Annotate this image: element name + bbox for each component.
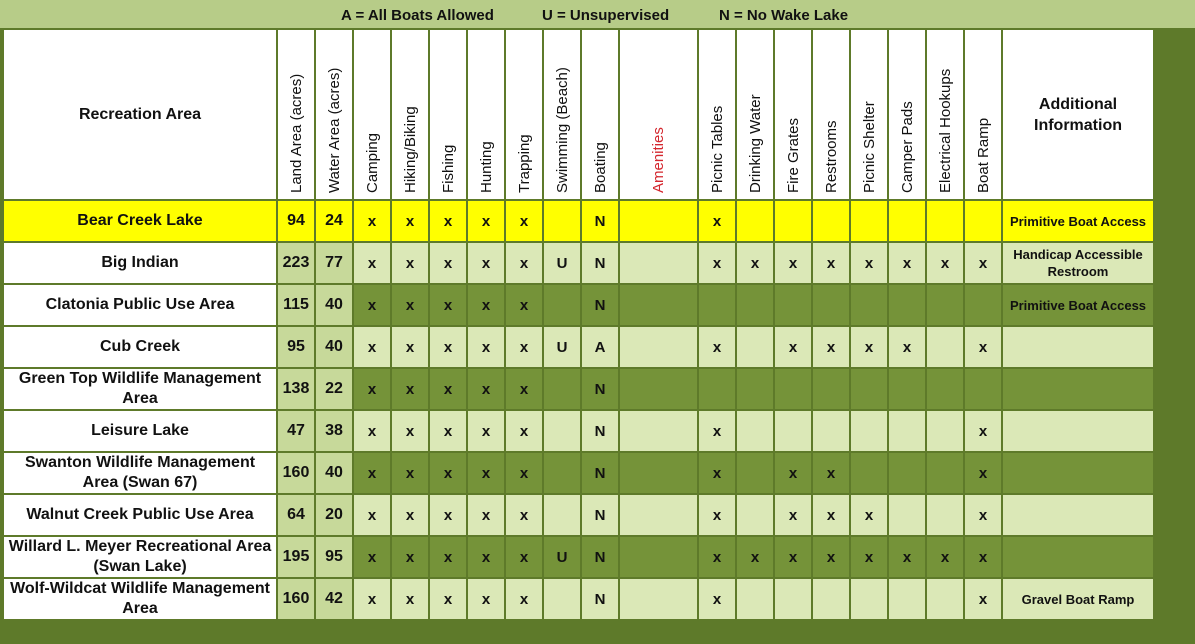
cell-swimming [543,494,581,536]
cell-shelter [850,578,888,620]
cell-fishing: x [429,494,467,536]
cell-water: 38 [315,410,353,452]
cell-camping: x [353,200,391,242]
header-amenities: Amenities [619,29,698,200]
header-boating: Boating [581,29,619,200]
cell-swimming [543,200,581,242]
cell-boating: N [581,284,619,326]
cell-land: 195 [277,536,315,578]
cell-additional-information: Primitive Boat Access [1002,284,1154,326]
cell-boating: N [581,368,619,410]
cell-electric: x [926,242,964,284]
cell-additional-information: Handicap Accessible Restroom [1002,242,1154,284]
table-row [3,368,1154,410]
header-fire-grates: Fire Grates [774,29,812,200]
cell-camping: x [353,494,391,536]
cell-ramp: x [964,452,1002,494]
cell-picnic: x [698,410,736,452]
cell-camping: x [353,536,391,578]
cell-fire [774,368,812,410]
cell-boating: N [581,410,619,452]
header-additional-information: Additional Information [1002,29,1154,200]
cell-swimming [543,284,581,326]
header-water-area: Water Area (acres) [315,29,353,200]
cell-boating: N [581,494,619,536]
cell-boating: N [581,242,619,284]
cell-hiking: x [391,284,429,326]
header-row [3,29,1154,200]
cell-boating: N [581,578,619,620]
cell-water: 20 [315,494,353,536]
cell-hiking: x [391,452,429,494]
cell-restrooms [812,578,850,620]
cell-hiking: x [391,536,429,578]
cell-shelter [850,284,888,326]
cell-trapping: x [505,578,543,620]
cell-land: 160 [277,452,315,494]
cell-hunting: x [467,326,505,368]
cell-amenities [619,368,698,410]
cell-pads: x [888,242,926,284]
cell-amenities [619,410,698,452]
cell-ramp: x [964,536,1002,578]
cell-electric [926,368,964,410]
cell-trapping: x [505,200,543,242]
table-row [3,242,1154,284]
cell-amenities [619,284,698,326]
cell-trapping: x [505,410,543,452]
cell-camping: x [353,452,391,494]
cell-drinking [736,578,774,620]
table-row [3,200,1154,242]
cell-amenities [619,578,698,620]
cell-swimming: U [543,242,581,284]
cell-fishing: x [429,368,467,410]
cell-restrooms: x [812,536,850,578]
cell-pads [888,494,926,536]
cell-amenities [619,452,698,494]
header-hunting: Hunting [467,29,505,200]
cell-pads [888,452,926,494]
cell-shelter [850,452,888,494]
legend-unsupervised: U = Unsupervised [542,7,670,24]
cell-swimming: U [543,536,581,578]
header-trapping: Trapping [505,29,543,200]
cell-picnic [698,284,736,326]
cell-fire: x [774,494,812,536]
cell-amenities [619,326,698,368]
header-restrooms: Restrooms [812,29,850,200]
cell-drinking [736,200,774,242]
header-picnic-shelter: Picnic Shelter [850,29,888,200]
cell-amenities [619,242,698,284]
cell-water: 40 [315,284,353,326]
cell-fishing: x [429,578,467,620]
cell-water: 40 [315,452,353,494]
cell-fire: x [774,242,812,284]
cell-pads: x [888,536,926,578]
cell-ramp: x [964,326,1002,368]
cell-water: 22 [315,368,353,410]
cell-pads [888,410,926,452]
cell-fishing: x [429,326,467,368]
cell-electric [926,284,964,326]
cell-camping: x [353,578,391,620]
cell-fire: x [774,452,812,494]
cell-ramp: x [964,242,1002,284]
header-fishing: Fishing [429,29,467,200]
cell-boating: N [581,200,619,242]
header-drinking-water: Drinking Water [736,29,774,200]
cell-picnic: x [698,242,736,284]
cell-swimming [543,368,581,410]
cell-ramp [964,284,1002,326]
header-swimming: Swimming (Beach) [543,29,581,200]
cell-drinking [736,284,774,326]
cell-fire [774,200,812,242]
cell-additional-information [1002,452,1154,494]
cell-trapping: x [505,536,543,578]
cell-drinking [736,452,774,494]
cell-hunting: x [467,494,505,536]
cell-trapping: x [505,452,543,494]
cell-hunting: x [467,368,505,410]
cell-picnic: x [698,536,736,578]
cell-hiking: x [391,200,429,242]
cell-boating: N [581,452,619,494]
cell-electric [926,410,964,452]
cell-water: 40 [315,326,353,368]
row-recreation-area: Swanton Wildlife Management Area (Swan 67) [3,452,277,494]
cell-drinking [736,494,774,536]
cell-hiking: x [391,326,429,368]
cell-additional-information [1002,494,1154,536]
cell-fishing: x [429,410,467,452]
cell-camping: x [353,242,391,284]
cell-land: 95 [277,326,315,368]
cell-land: 64 [277,494,315,536]
table-row [3,578,1154,620]
cell-shelter: x [850,326,888,368]
header-land-area: Land Area (acres) [277,29,315,200]
cell-picnic: x [698,494,736,536]
cell-pads [888,284,926,326]
cell-shelter [850,368,888,410]
cell-drinking [736,326,774,368]
cell-trapping: x [505,326,543,368]
cell-water: 95 [315,536,353,578]
cell-restrooms: x [812,452,850,494]
cell-land: 223 [277,242,315,284]
cell-fire: x [774,536,812,578]
cell-picnic [698,368,736,410]
cell-additional-information [1002,410,1154,452]
cell-amenities [619,200,698,242]
cell-picnic: x [698,200,736,242]
cell-camping: x [353,284,391,326]
row-recreation-area: Bear Creek Lake [3,200,277,242]
cell-trapping: x [505,242,543,284]
cell-hiking: x [391,578,429,620]
cell-additional-information [1002,536,1154,578]
cell-water: 77 [315,242,353,284]
row-recreation-area: Cub Creek [3,326,277,368]
cell-restrooms [812,284,850,326]
cell-boating: A [581,326,619,368]
cell-ramp: x [964,410,1002,452]
cell-land: 160 [277,578,315,620]
cell-swimming [543,410,581,452]
cell-hunting: x [467,410,505,452]
cell-ramp: x [964,494,1002,536]
cell-electric [926,578,964,620]
cell-pads [888,368,926,410]
cell-camping: x [353,368,391,410]
cell-fishing: x [429,536,467,578]
row-recreation-area: Clatonia Public Use Area [3,284,277,326]
cell-hiking: x [391,410,429,452]
cell-ramp: x [964,578,1002,620]
header-camper-pads: Camper Pads [888,29,926,200]
cell-swimming [543,578,581,620]
cell-shelter: x [850,494,888,536]
row-recreation-area: Willard L. Meyer Recreational Area (Swan Lake) [3,536,277,578]
cell-restrooms [812,200,850,242]
table-row [3,326,1154,368]
legend-no-wake: N = No Wake Lake [719,7,849,24]
cell-hunting: x [467,284,505,326]
cell-ramp [964,200,1002,242]
cell-land: 94 [277,200,315,242]
cell-trapping: x [505,494,543,536]
legend-bar [0,0,1195,28]
cell-fishing: x [429,242,467,284]
cell-hunting: x [467,242,505,284]
cell-boating: N [581,536,619,578]
cell-hiking: x [391,242,429,284]
cell-drinking: x [736,536,774,578]
cell-hunting: x [467,452,505,494]
cell-restrooms: x [812,494,850,536]
cell-ramp [964,368,1002,410]
cell-electric [926,326,964,368]
cell-hunting: x [467,200,505,242]
cell-picnic: x [698,452,736,494]
cell-additional-information [1002,326,1154,368]
cell-land: 115 [277,284,315,326]
table-row [3,452,1154,494]
row-recreation-area: Big Indian [3,242,277,284]
cell-electric [926,494,964,536]
cell-fishing: x [429,452,467,494]
cell-additional-information: Gravel Boat Ramp [1002,578,1154,620]
cell-fire [774,410,812,452]
cell-fishing: x [429,200,467,242]
cell-hunting: x [467,536,505,578]
cell-trapping: x [505,284,543,326]
cell-additional-information: Primitive Boat Access [1002,200,1154,242]
cell-fishing: x [429,284,467,326]
row-recreation-area: Leisure Lake [3,410,277,452]
cell-shelter [850,200,888,242]
cell-picnic: x [698,578,736,620]
cell-electric [926,452,964,494]
table-row [3,410,1154,452]
cell-amenities [619,536,698,578]
cell-additional-information [1002,368,1154,410]
cell-picnic: x [698,326,736,368]
table-row [3,284,1154,326]
legend-all-boats: A = All Boats Allowed [341,7,494,24]
cell-land: 47 [277,410,315,452]
cell-restrooms: x [812,242,850,284]
cell-restrooms [812,368,850,410]
cell-shelter: x [850,242,888,284]
cell-hiking: x [391,494,429,536]
cell-camping: x [353,326,391,368]
cell-hiking: x [391,368,429,410]
cell-fire: x [774,326,812,368]
header-boat-ramp: Boat Ramp [964,29,1002,200]
cell-electric [926,200,964,242]
cell-drinking: x [736,242,774,284]
cell-swimming [543,452,581,494]
cell-restrooms: x [812,326,850,368]
header-camping: Camping [353,29,391,200]
table-row [3,536,1154,578]
cell-shelter [850,410,888,452]
cell-fire [774,578,812,620]
cell-drinking [736,368,774,410]
row-recreation-area: Walnut Creek Public Use Area [3,494,277,536]
cell-land: 138 [277,368,315,410]
cell-camping: x [353,410,391,452]
cell-amenities [619,494,698,536]
header-hiking: Hiking/Biking [391,29,429,200]
cell-pads [888,578,926,620]
cell-hunting: x [467,578,505,620]
header-electrical-hookups: Electrical Hookups [926,29,964,200]
header-picnic-tables: Picnic Tables [698,29,736,200]
cell-pads: x [888,326,926,368]
row-recreation-area: Green Top Wildlife Management Area [3,368,277,410]
table-row [3,494,1154,536]
cell-restrooms [812,410,850,452]
header-recreation-area: Recreation Area [3,29,277,200]
recreation-areas-table [2,28,1155,621]
cell-shelter: x [850,536,888,578]
cell-fire [774,284,812,326]
cell-water: 42 [315,578,353,620]
cell-swimming: U [543,326,581,368]
cell-water: 24 [315,200,353,242]
cell-pads [888,200,926,242]
cell-drinking [736,410,774,452]
cell-trapping: x [505,368,543,410]
table-body [3,200,1154,620]
cell-electric: x [926,536,964,578]
row-recreation-area: Wolf-Wildcat Wildlife Management Area [3,578,277,620]
